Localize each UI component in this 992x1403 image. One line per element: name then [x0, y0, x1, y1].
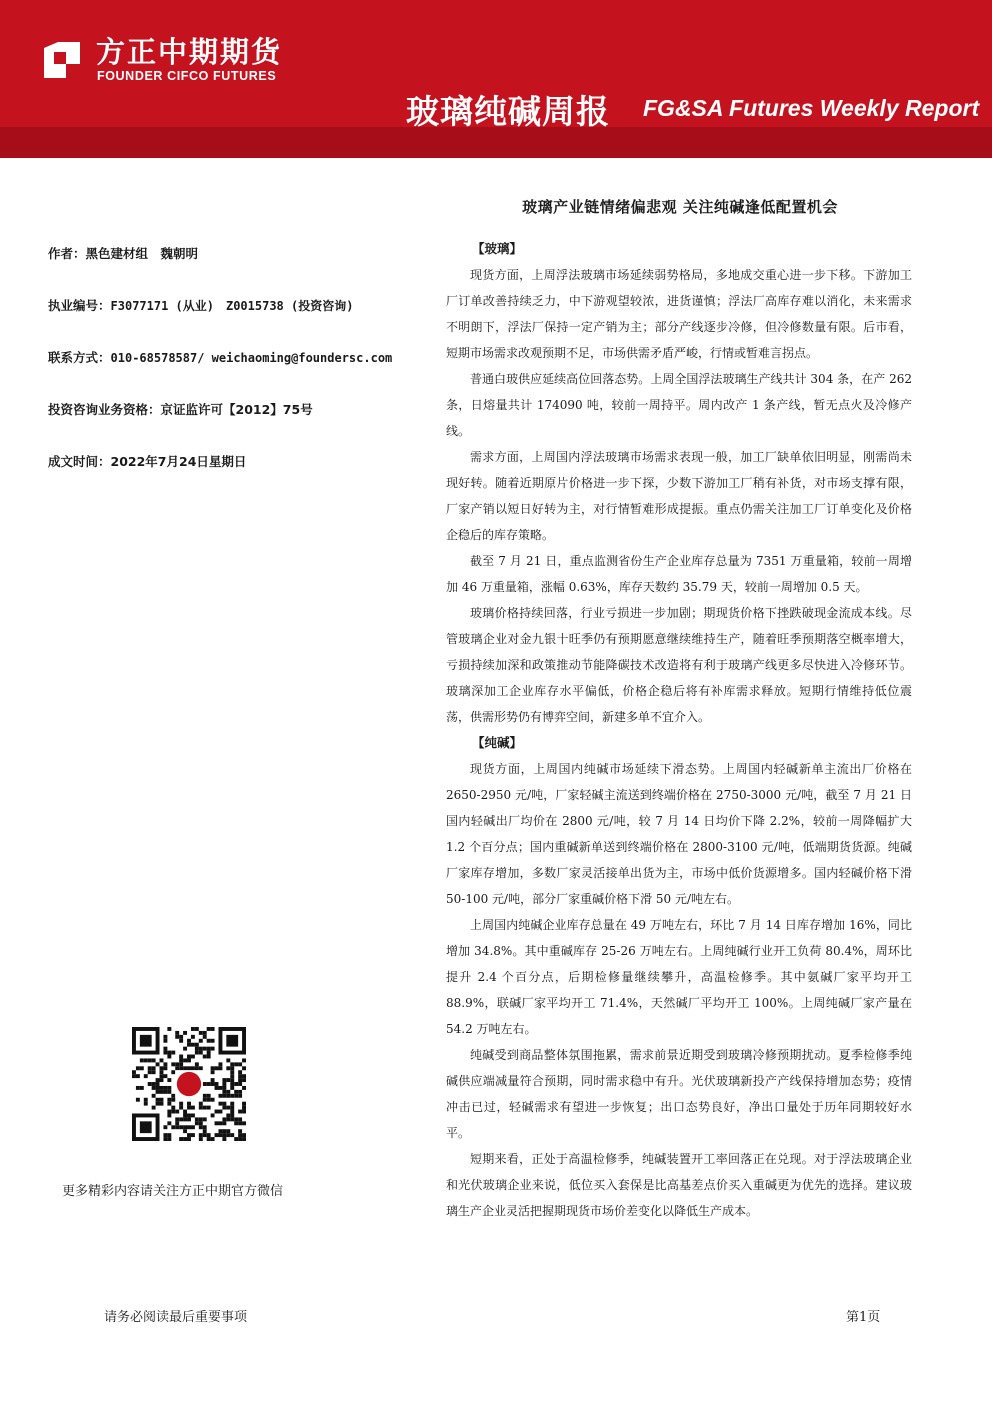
meta-qualification-value: 京证监许可【2012】75号	[160, 402, 313, 417]
glass-paragraph: 玻璃价格持续回落，行业亏损进一步加剧；期现货价格下挫跌破现金流成本线。尽管玻璃企业对金九银十旺季仍有预期愿意继续维持生产，随着旺季预期落空概率增大，亏损持续加深和政策推动节能降碳技术改造将有利于玻璃产线更多尽快进入冷修环节。玻璃深加工企业库存水平偏低，价格企稳后将有补库需求释放。短期行情维持低位震荡，供需形势仍有博弈空间，新建多单不宜介入。	[446, 606, 912, 724]
soda-paragraph: 短期来看，正处于高温检修季，纯碱装置开工率回落正在兑现。对于浮法玻璃企业和光伏玻璃企业来说，低位买入套保是比高基差点价买入重碱更为优先的选择。建议玻璃生产企业灵活把握期现货市场价差变化以降低生产成本。	[446, 1152, 912, 1218]
report-title-cn: 玻璃纯碱周报	[406, 92, 610, 131]
soda-paragraph: 上周国内纯碱企业库存总量在 49 万吨左右，环比 7 月 14 日库存增加 16%，同比增加 34.8%。其中重碱库存 25-26 万吨左右。上周纯碱行业开工负荷 80.4%，周环比提升 2.4 个百分点，后期检修量继续攀升，高温检修季。其中氨碱厂家平均开工 88.9%，联碱厂家平均开工 71.4%，天然碱厂平均开工 100%。上周纯碱厂家产量在 54.2 万吨左右。	[446, 918, 912, 1036]
brand-name-cn: 方正中期期货	[96, 35, 283, 69]
meta-contact	[48, 348, 428, 366]
meta-date-label: 成文时间：	[48, 454, 111, 469]
glass-paragraph: 截至 7 月 21 日，重点监测省份生产企业库存总量为 7351 万重量箱，较前一周增加 46 万重量箱，涨幅 0.63%，库存天数约 35.79 天，较前一周增加 0.5 天。	[446, 554, 912, 594]
meta-contact-value: 010-68578587/ weichaoming@foundersc.com	[110, 351, 393, 365]
meta-license-label: 执业编号：	[48, 298, 111, 313]
meta-date-value: 2022年7月24日星期日	[110, 454, 247, 469]
section-title-glass: 【玻璃】	[472, 241, 523, 256]
qr-caption: 更多精彩内容请关注方正中期官方微信	[62, 1184, 284, 1199]
glass-paragraph: 现货方面，上周浮法玻璃市场延续弱势格局，多地成交重心进一步下移。下游加工厂订单改善持续乏力，中下游观望较浓，进货谨慎；浮法厂高库存难以消化，未来需求不明朗下，浮法厂保持一定产销为主；部分产线逐步冷修，但冷修数量有限。后市看，短期市场需求改观预期不足，市场供需矛盾严峻，行情或暂难言拐点。	[446, 268, 912, 360]
meta-qualification	[48, 400, 428, 418]
meta-author-value: 黑色建材组 魏朝明	[85, 246, 199, 261]
section-title-soda: 【纯碱】	[472, 735, 523, 750]
wechat-qr-code	[132, 1027, 246, 1141]
report-title-en: FG&SA Futures Weekly Report	[643, 95, 980, 121]
meta-contact-label: 联系方式：	[48, 350, 111, 365]
meta-license-value: F3077171 (从业) Z0015738 (投资咨询)	[110, 299, 354, 313]
glass-paragraph: 需求方面，上周国内浮法玻璃市场需求表现一般，加工厂缺单依旧明显，刚需尚未现好转。随着近期原片价格进一步下探，少数下游加工厂稍有补货，对市场支撑有限，厂家产销以短日好转为主，对行情暂难形成提振。重点仍需关注加工厂订单变化及价格企稳后的库存策略。	[446, 450, 912, 542]
meta-author	[48, 244, 428, 262]
article-title: 玻璃产业链情绪偏悲观 关注纯碱逢低配置机会	[522, 198, 838, 216]
page-number: 第1页	[846, 1310, 881, 1325]
footer-notice: 请务必阅读最后重要事项	[104, 1310, 248, 1325]
meta-license	[48, 296, 428, 314]
meta-date	[48, 452, 428, 470]
glass-paragraph: 普通白玻供应延续高位回落态势。上周全国浮法玻璃生产线共计 304 条，在产 262 条，日熔量共计 174090 吨，较前一周持平。周内改产 1 条产线，暂无点火及冷修产线。	[446, 372, 912, 438]
soda-paragraph: 纯碱受到商品整体氛围拖累，需求前景近期受到玻璃冷修预期扰动。夏季检修季纯碱供应端减量符合预期，同时需求稳中有升。光伏玻璃新投产产线保持增加态势；疫情冲击已过，轻碱需求有望进一步恢复；出口态势良好，净出口量处于历年同期较好水平。	[446, 1048, 912, 1140]
report-header	[0, 0, 992, 158]
meta-qualification-label: 投资咨询业务资格：	[48, 402, 161, 417]
soda-paragraph: 现货方面，上周国内纯碱市场延续下滑态势。上周国内轻碱新单主流出厂价格在 2650-2950 元/吨，厂家轻碱主流送到终端价格在 2750-3000 元/吨，截至 7 月 21 日国内轻碱出厂均价在 2800 元/吨，较 7 月 14 日均价下降 2.2%，较前一周降幅扩大 1.2 个百分点；国内重碱新单送到终端价格在 2800-3100 元/吨，低端期货货源。纯碱厂家库存增加，多数厂家灵活接单出货为主，市场中低价货源增多。国内轻碱价格下滑 50-100 元/吨，部分厂家重碱价格下滑 50 元/吨左右。	[446, 762, 912, 906]
brand-name-en: FOUNDER CIFCO FUTURES	[97, 69, 277, 83]
founder-logo-icon	[40, 38, 84, 82]
report-body	[446, 236, 912, 1224]
meta-author-label: 作者：	[48, 246, 86, 261]
